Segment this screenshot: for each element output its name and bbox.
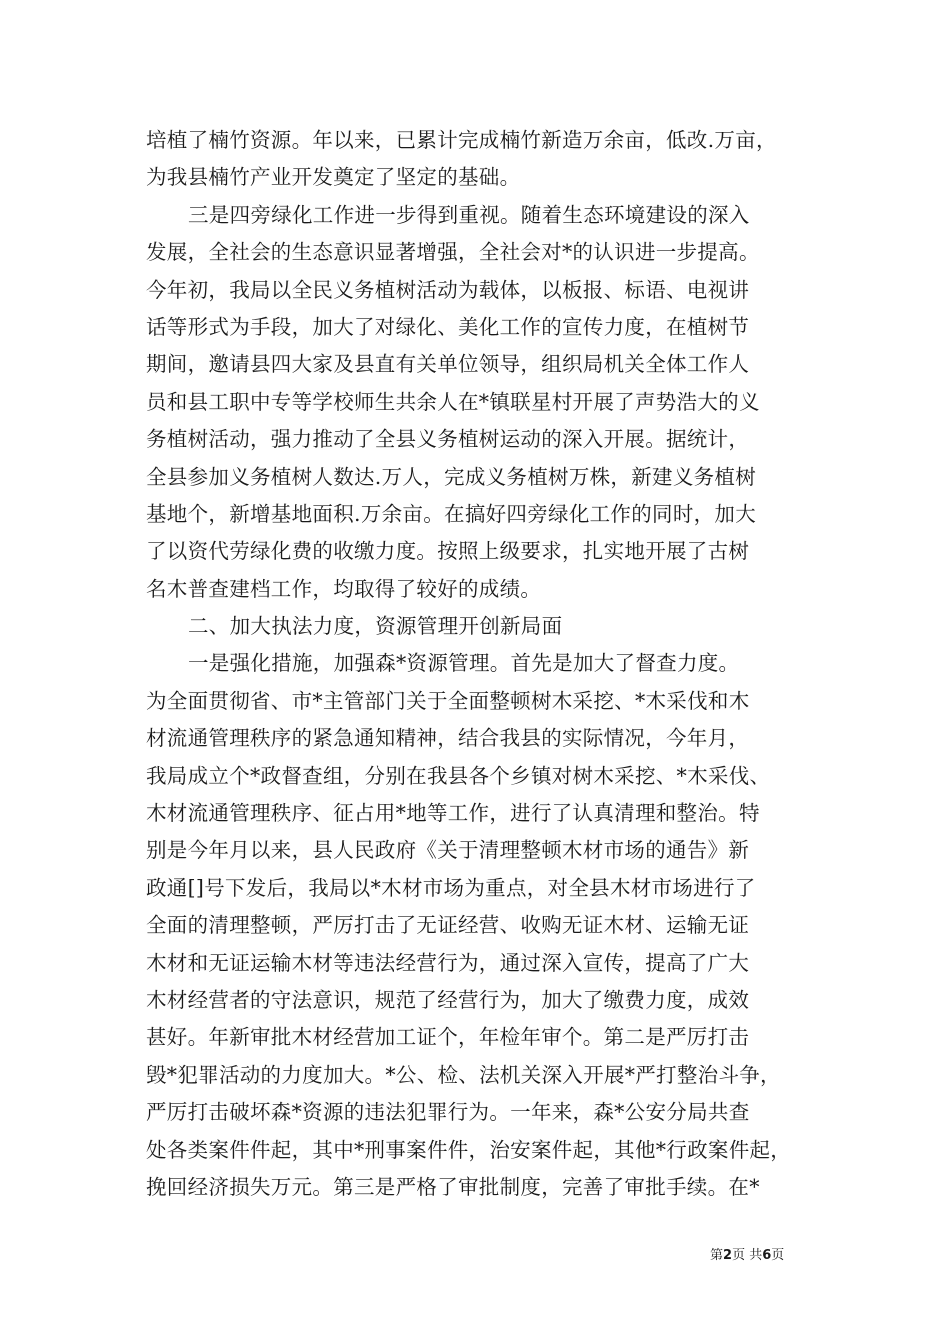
document-body: [146, 122, 816, 1206]
page-footer: [710, 1244, 784, 1263]
footer-prefix: 第: [710, 1248, 724, 1263]
text-line: 今年初，我局以全民义务植树活动为载体，以板报、标语、电视讲: [146, 277, 750, 302]
total-pages-number: 6: [762, 1248, 772, 1263]
text-line: 为全面贯彻省、市*主管部门关于全面整顿树木采挖、*木采伐和木: [146, 688, 750, 713]
text-line: 严厉打击破坏森*资源的违法犯罪行为。一年来，森*公安分局共查: [146, 1100, 750, 1125]
text-line: 名木普查建档工作，均取得了较好的成绩。: [146, 576, 542, 601]
text-line: 别是今年月以来，县人民政府《关于清理整顿木材市场的通告》新: [146, 838, 750, 863]
text-line: 全县参加义务植树人数达.万人，完成义务植树万株，新建义务植树: [146, 464, 757, 489]
text-line: 发展，全社会的生态意识显著增强，全社会对*的认识进一步提高。: [146, 240, 760, 265]
text-line: 话等形式为手段，加大了对绿化、美化工作的宣传力度，在植树节: [146, 314, 750, 339]
text-line: 培植了楠竹资源。年以来，已累计完成楠竹新造万余亩，低改.万亩，: [146, 128, 777, 152]
text-line: 基地个，新增基地面积.万余亩。在搞好四旁绿化工作的同时，加大: [146, 501, 757, 526]
text-line: 政通[]号下发后，我局以*木材市场为重点，对全县木材市场进行了: [146, 875, 756, 900]
text-line: 木材流通管理秩序、征占用*地等工作，进行了认真清理和整治。特: [146, 801, 760, 826]
text-line: 二、加大执法力度，资源管理开创新局面: [188, 614, 563, 639]
current-page-number: 2: [723, 1248, 733, 1263]
text-line: 员和县工职中专等学校师生共余人在*镇联星村开展了声势浩大的义: [146, 389, 760, 414]
text-line: 木材和无证运输木材等违法经营行为，通过深入宣传，提高了广大: [146, 950, 750, 975]
text-line: 材流通管理秩序的紧急通知精神，结合我县的实际情况，今年月，: [146, 726, 750, 751]
text-line: 全面的清理整顿，严厉打击了无证经营、收购无证木材、运输无证: [146, 913, 750, 938]
text-line: 了以资代劳绿化费的收缴力度。按照上级要求，扎实地开展了古树: [146, 539, 750, 564]
text-line: 挽回经济损失万元。第三是严格了审批制度，完善了审批手续。在*: [146, 1174, 760, 1199]
text-line: 期间，邀请县四大家及县直有关单位领导，组织局机关全体工作人: [146, 352, 750, 377]
text-line: 为我县楠竹产业开发奠定了坚定的基础。: [146, 165, 521, 190]
text-line: 一是强化措施，加强森*资源管理。首先是加大了督查力度。: [188, 651, 740, 676]
footer-middle: 页 共: [732, 1248, 763, 1263]
text-line: 甚好。年新审批木材经营加工证个，年检年审个。第二是严厉打击: [146, 1025, 750, 1050]
text-line: 处各类案件件起，其中*刑事案件件，治安案件起，其他*行政案件起，: [146, 1137, 792, 1162]
text-line: 我局成立个*政督查组，分别在我县各个乡镇对树木采挖、*木采伐、: [146, 763, 771, 788]
text-line: 三是四旁绿化工作进一步得到重视。随着生态环境建设的深入: [188, 202, 750, 227]
text-line: 木材经营者的守法意识，规范了经营行为，加大了缴费力度，成效: [146, 987, 750, 1012]
text-line: 务植树活动，强力推动了全县义务植树运动的深入开展。据统计，: [146, 427, 750, 452]
text-line: 毁*犯罪活动的力度加大。*公、检、法机关深入开展*严打整治斗争，: [146, 1062, 781, 1087]
footer-suffix: 页: [771, 1248, 785, 1263]
